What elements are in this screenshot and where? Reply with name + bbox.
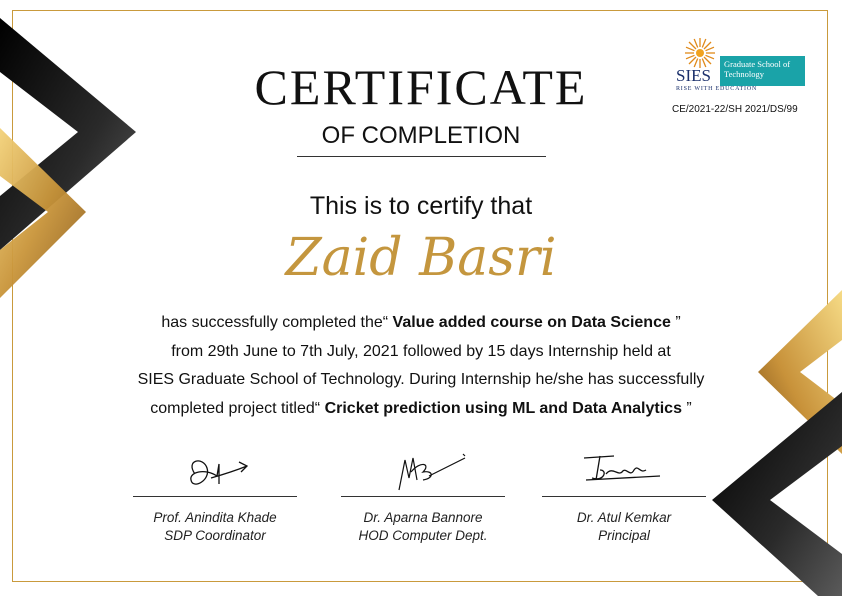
body-line-4 [100, 395, 742, 424]
signatory-role: HOD Computer Dept. [358, 528, 488, 543]
certificate-reference-number: CE/2021-22/SH 2021/DS/99 [672, 104, 798, 115]
body-line-3: SIES Graduate School of Technology. During Internship he/she has successfully [137, 371, 705, 388]
body-line-1-suffix: ” [670, 314, 681, 331]
signatory-info [522, 509, 726, 545]
certificate-body [100, 309, 742, 423]
certificate-subtitle: OF COMPLETION [321, 122, 521, 149]
certificate-title: CERTIFICATE [254, 59, 588, 115]
signatory-name: Prof. Anindita Khade [153, 510, 277, 525]
signature-bannore-image [341, 450, 505, 496]
body-line-2: from 29th June to 7th July, 2021 followed by 15 days Internship held at [171, 342, 671, 360]
body-line-4-suffix: ” [681, 399, 692, 417]
body-line-1 [100, 309, 742, 338]
logo-tagline: RISE WITH EDUCATION [676, 86, 758, 92]
body-line-1-prefix: has successfully completed the“ [161, 314, 393, 331]
signatory-info [113, 509, 317, 545]
body-line-4-prefix: completed project titled“ [150, 399, 325, 417]
course-name: Value added course on Data Science [392, 314, 671, 331]
signature-line [133, 496, 297, 497]
signatory-role: SDP Coordinator [164, 528, 266, 543]
recipient-name: Zaid Basri [285, 228, 557, 288]
signatory-role: Principal [598, 528, 650, 543]
signature-kemkar-image [542, 450, 706, 496]
logo-institution-label: Graduate School of Technology [720, 56, 805, 86]
subtitle-underline [297, 156, 546, 157]
certify-statement: This is to certify that [309, 192, 533, 220]
signature-line [341, 496, 505, 497]
signatory-name: Dr. Aparna Bannore [363, 510, 483, 525]
logo-wordmark: SIES [676, 66, 711, 85]
signature-line [542, 496, 706, 497]
signature-khade-image [133, 450, 297, 496]
signatory-name: Dr. Atul Kemkar [576, 510, 672, 525]
project-title: Cricket prediction using ML and Data Analytics [324, 399, 682, 417]
signatory-info [321, 509, 525, 545]
